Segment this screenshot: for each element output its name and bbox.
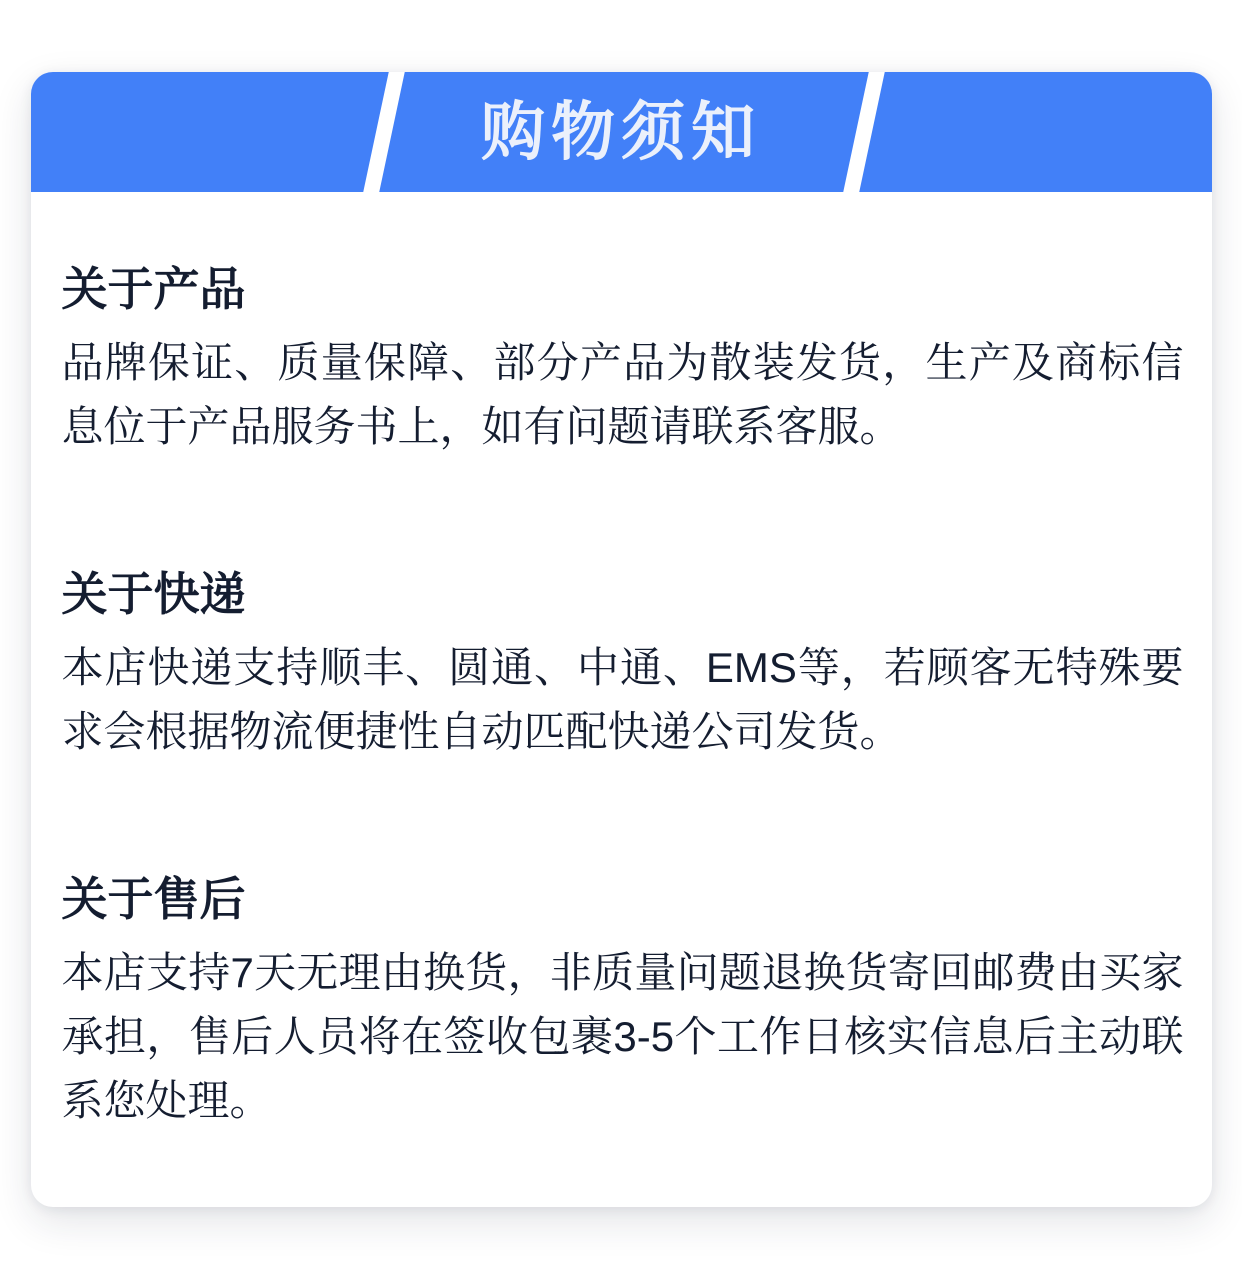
notice-banner bbox=[31, 72, 1212, 192]
section-about-aftersales bbox=[62, 872, 1184, 1133]
section-about-aftersales-body: 本店支持7天无理由换货，非质量问题退换货寄回邮费由买家承担，售后人员将在签收包裹3-5个工作日核实信息后主动联系您处理。 bbox=[61, 949, 1184, 1124]
section-about-shipping bbox=[62, 567, 1184, 764]
shopping-notice-card bbox=[31, 72, 1212, 1207]
section-about-product bbox=[62, 262, 1184, 459]
section-about-product-body: 品牌保证、质量保障、部分产品为散装发货，生产及商标信息位于产品服务书上，如有问题请联系客服。 bbox=[61, 339, 1184, 450]
banner-title: 购物须知 bbox=[481, 96, 761, 168]
notice-content bbox=[31, 192, 1212, 1199]
banner-slash-left-decoration bbox=[360, 72, 407, 192]
section-about-shipping-heading: 关于快递 bbox=[61, 568, 246, 620]
banner-slash-right-decoration bbox=[840, 72, 887, 192]
section-about-product-heading: 关于产品 bbox=[61, 263, 246, 315]
section-about-aftersales-heading: 关于售后 bbox=[61, 873, 246, 925]
section-about-shipping-body: 本店快递支持顺丰、圆通、中通、EMS等，若顾客无特殊要求会根据物流便捷性自动匹配快递公司发货。 bbox=[61, 644, 1184, 755]
